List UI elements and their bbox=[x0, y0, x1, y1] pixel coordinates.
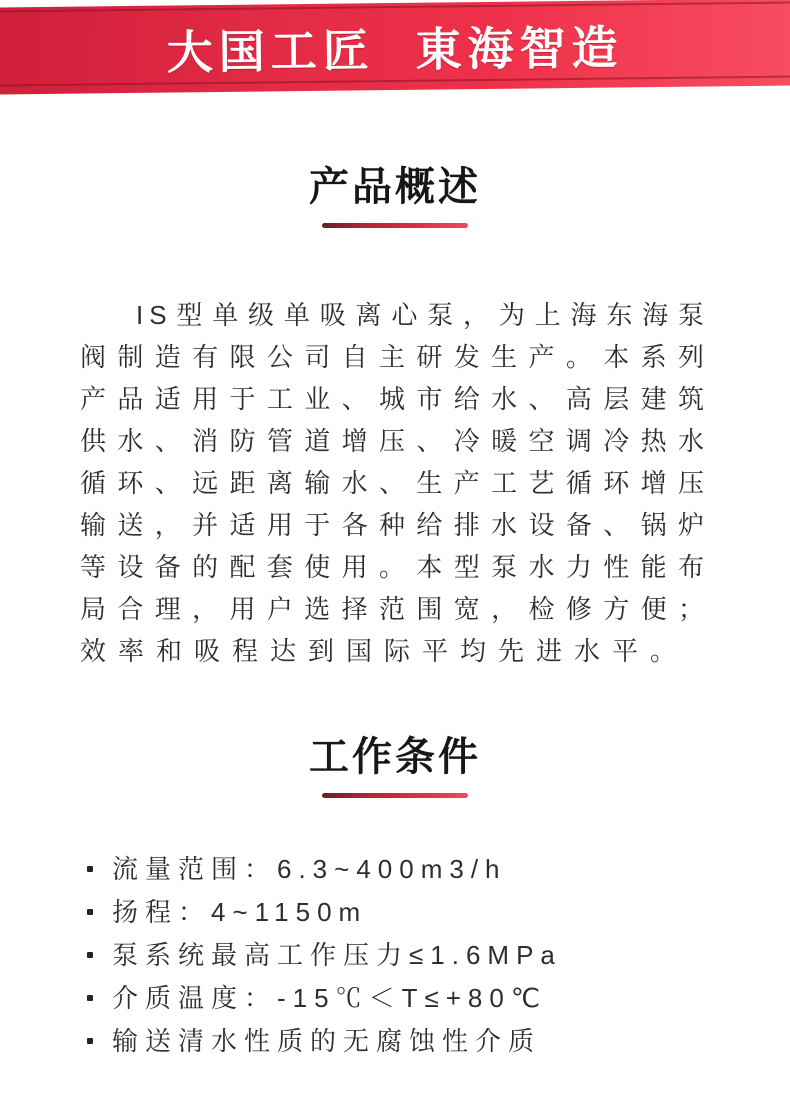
overview-paragraph bbox=[80, 294, 710, 672]
banner-ribbon bbox=[0, 0, 790, 95]
bullet-dot-icon bbox=[87, 909, 93, 915]
bullet-dot-icon bbox=[87, 866, 93, 872]
conditions-heading: 工作条件 bbox=[309, 735, 481, 779]
list-item-text: 流量范围：6.3~400m3/h bbox=[112, 854, 507, 884]
bullet-dot-icon bbox=[87, 995, 93, 1001]
paragraph-line: 阀制造有限公司自主研发生产。本系列 bbox=[80, 342, 710, 372]
list-item-text: 介质温度：-15℃＜T≤+80℃ bbox=[112, 983, 548, 1013]
paragraph-line: 循环、远距离输水、生产工艺循环增压 bbox=[80, 468, 710, 498]
list-item bbox=[87, 1020, 790, 1063]
list-item-text: 泵系统最高工作压力≤1.6MPa bbox=[112, 940, 562, 970]
paragraph-line: 输送，并适用于各种给排水设备、锅炉 bbox=[80, 510, 710, 540]
list-item-text: 输送清水性质的无腐蚀性介质 bbox=[112, 1026, 542, 1056]
list-item bbox=[87, 977, 790, 1020]
list-item bbox=[87, 848, 790, 891]
paragraph-line: 局合理，用户选择范围宽，检修方便； bbox=[80, 594, 710, 624]
paragraph-line: 等设备的配套使用。本型泵水力性能布 bbox=[80, 552, 710, 582]
banner-title: 大国工匠 東海智造 bbox=[166, 20, 624, 79]
overview-heading-underline bbox=[322, 223, 468, 228]
bullet-dot-icon bbox=[87, 1038, 93, 1044]
banner bbox=[0, 0, 790, 96]
conditions-heading-underline bbox=[322, 793, 468, 798]
overview-heading: 产品概述 bbox=[309, 165, 481, 209]
banner-top-hairline bbox=[0, 1, 790, 12]
list-item-text: 扬程：4~1150m bbox=[112, 897, 368, 927]
paragraph-line: 供水、消防管道增压、冷暖空调冷热水 bbox=[80, 426, 710, 456]
paragraph-line: 产品适用于工业、城市给水、高层建筑 bbox=[80, 384, 710, 414]
paragraph-line: 效率和吸程达到国际平均先进水平。 bbox=[80, 636, 689, 666]
list-item bbox=[87, 891, 790, 934]
bullet-dot-icon bbox=[87, 952, 93, 958]
paragraph-line: IS型单级单吸离心泵，为上海东海泵 bbox=[136, 300, 710, 330]
list-item bbox=[87, 934, 790, 977]
conditions-list bbox=[87, 848, 790, 1063]
